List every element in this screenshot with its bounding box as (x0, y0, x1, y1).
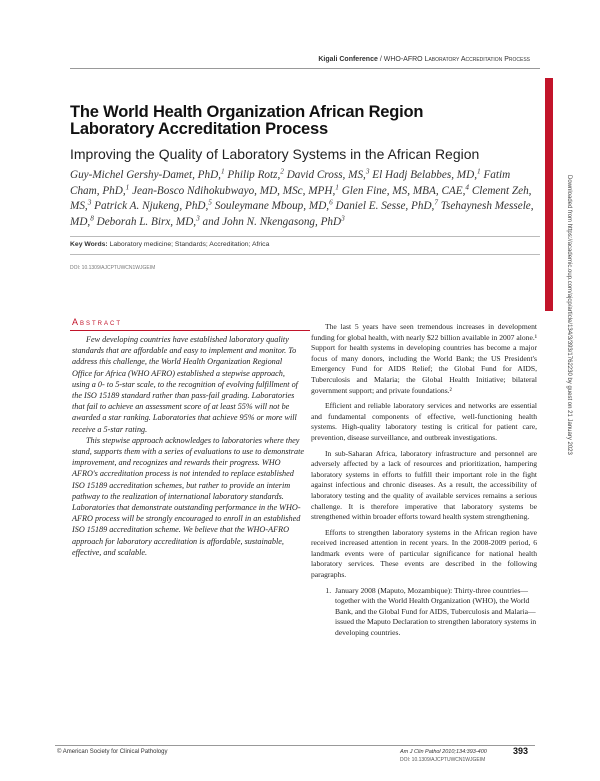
author-affiliation: 3 (196, 214, 200, 223)
author-name: John N. Nkengasong, PhD (222, 215, 342, 228)
author-list (70, 168, 540, 230)
page-number: 393 (513, 746, 529, 756)
author-name: Jean-Bosco Ndihokubwayo, MD, MSc, MPH, (132, 184, 336, 197)
keywords-label: Key Words: (70, 241, 108, 248)
footer-rule (55, 745, 535, 746)
body-paragraph: In sub-Saharan Africa, laboratory infrastructure and personnel are adversely affected by a lack of resources and prioritization, hampering laboratory systems in efforts to fulfill their important role in the fight against infectious and chronic diseases. As a result, the accessibility of laboratory testing and the quality of available services remains a serious challenge. It is therefore imperative that laboratory systems be strengthened within broader efforts toward health system strengthening. (311, 448, 537, 522)
keywords-line (70, 241, 540, 248)
doi-footer: DOI: 10.1309/AJCPTUWCN1WJGEIM (400, 757, 486, 763)
author-name: Fatim Cham, PhD, (70, 169, 511, 197)
author-affiliation: 6 (329, 198, 333, 207)
series-title: / WHO-AFRO Laboratory Accreditation Process (379, 56, 530, 63)
keywords-top-rule (70, 236, 540, 237)
author-name: Souleymane Mboup, MD, (214, 200, 330, 213)
download-notice: Downloaded from https://academic.oup.com/ajcp/article/134/3/393/1762230 by guest on 21 January 2023 (566, 175, 572, 455)
journal-citation: Am J Clin Pathol 2010;134:393-400 (400, 749, 487, 755)
author-name: El Hadj Belabbes, MD, (372, 169, 478, 181)
keywords-text: Laboratory medicine; Standards; Accreditation; Africa (109, 241, 270, 248)
author-affiliation: 1 (335, 182, 339, 191)
author-name: Guy-Michel Gershy-Damet, PhD, (70, 169, 221, 181)
copyright-notice: © American Society for Clinical Pathology (57, 749, 168, 755)
author-affiliation: 5 (208, 198, 212, 207)
abstract-body (72, 334, 304, 558)
red-accent-bar (545, 78, 553, 311)
author-name: Patrick A. Njukeng, PhD, (94, 200, 209, 213)
author-affiliation: 1 (125, 182, 130, 191)
abstract-paragraph: Few developing countries have established laboratory quality standards that are affordable and easy to implement and monitor. To address this challenge, the World Health Organization Regional Office for Africa (WHO AFRO) established a stepwise approach, using a 0- to 5-star scale, to the recognition of evolving fulfillment of the ISO 15189 standard rather than pass-fail grading. Laboratories that fail to achieve an assessment score of at least 55% will not be awarded a star ranking. Laboratories that achieve 95% or more will receive a 5-star rating. (72, 335, 298, 434)
author-affiliation: 1 (220, 167, 225, 176)
body-column (311, 322, 537, 639)
author-affiliation: 3 (341, 214, 345, 223)
author-name: Deborah L. Birx, MD, (96, 215, 197, 228)
body-paragraph: Efforts to strengthen laboratory systems in the African region have received increased attention in recent years. In the 2008-2009 period, 6 landmark events were of particular significance for national health laboratory services. These events are described in the following paragraphs. (311, 527, 537, 580)
article-title: The World Health Organization African Region Laboratory Accreditation Process (70, 103, 424, 138)
author-affiliation: 2 (280, 167, 284, 176)
author-affiliation: 1 (477, 167, 481, 176)
abstract-rule (70, 330, 310, 331)
abstract-heading: Abstract (72, 317, 123, 327)
header-divider (70, 68, 540, 69)
author-name: Glen Fine, MS, MBA, CAE, (341, 184, 466, 197)
author-affiliation: 7 (434, 198, 438, 207)
author-affiliation: 8 (90, 214, 94, 223)
conference-name: Kigali Conference (318, 56, 378, 63)
author-name: Daniel E. Sesse, PhD, (335, 200, 435, 213)
running-header (260, 56, 530, 63)
article-subtitle: Improving the Quality of Laboratory Systems in the African Region (70, 146, 480, 162)
author-name: David Cross, MS, (286, 169, 366, 181)
author-name: Philip Rotz, (227, 169, 281, 181)
keywords-bottom-rule (70, 254, 540, 255)
author-name: Tsehaynesh Messele, MD, (70, 200, 534, 228)
list-item: 1. January 2008 (Maputo, Mozambique): Thirty-three countries—together with the World Health Organization (WHO), the World Bank, and the Global Fund for AIDS, Tuberculosis and Malaria—issued the Maputo Declaration to strengthen laboratory systems in developing countries. (333, 586, 537, 639)
body-paragraph: The last 5 years have seen tremendous increases in development funding for global health, with nearly $22 billion available in 2007 alone.¹ Support for health systems in developing countries has become a major focus of many donors, including the World Bank; the US President's Emergency Fund for AIDS Relief; the Global Fund for AIDS, Tuberculosis and Malaria; the Global Health Initiative; bilateral government support; and private foundations.² (311, 322, 537, 395)
abstract-paragraph: This stepwise approach acknowledges to laboratories where they stand, supports them with a series of evaluations to use to demonstrate improvement, and recognizes and rewards their progress. WHO AFRO's accreditation process is not intended to replace established ISO 15189 accreditation schemes, but rather to provide an interim pathway to the realization of international laboratory standards. Laboratories that demonstrate outstanding performance in the WHO-AFRO process will be strongly encouraged to enroll in an established ISO 15189 accreditation scheme. We believe that the WHO-AFRO approach for laboratory accreditation is affordable, sustainable, effective, and scalable. (72, 435, 304, 557)
author-affiliation: 4 (465, 182, 470, 191)
author-name: Clement Zeh, MS, (70, 184, 532, 213)
events-list (311, 586, 537, 639)
author-affiliation: 3 (365, 167, 370, 176)
body-paragraph: Efficient and reliable laboratory services and networks are essential and fundamental components of effective, well-functioning health systems. High-quality laboratory testing is critical for patient care, prevention, disease surveillance, and outbreak investigations. (311, 401, 537, 442)
author-separator: and (199, 215, 223, 228)
doi-top: DOI: 10.1309/AJCPTUWCN1WJGEIM (70, 265, 156, 271)
author-affiliation: 3 (87, 198, 92, 207)
